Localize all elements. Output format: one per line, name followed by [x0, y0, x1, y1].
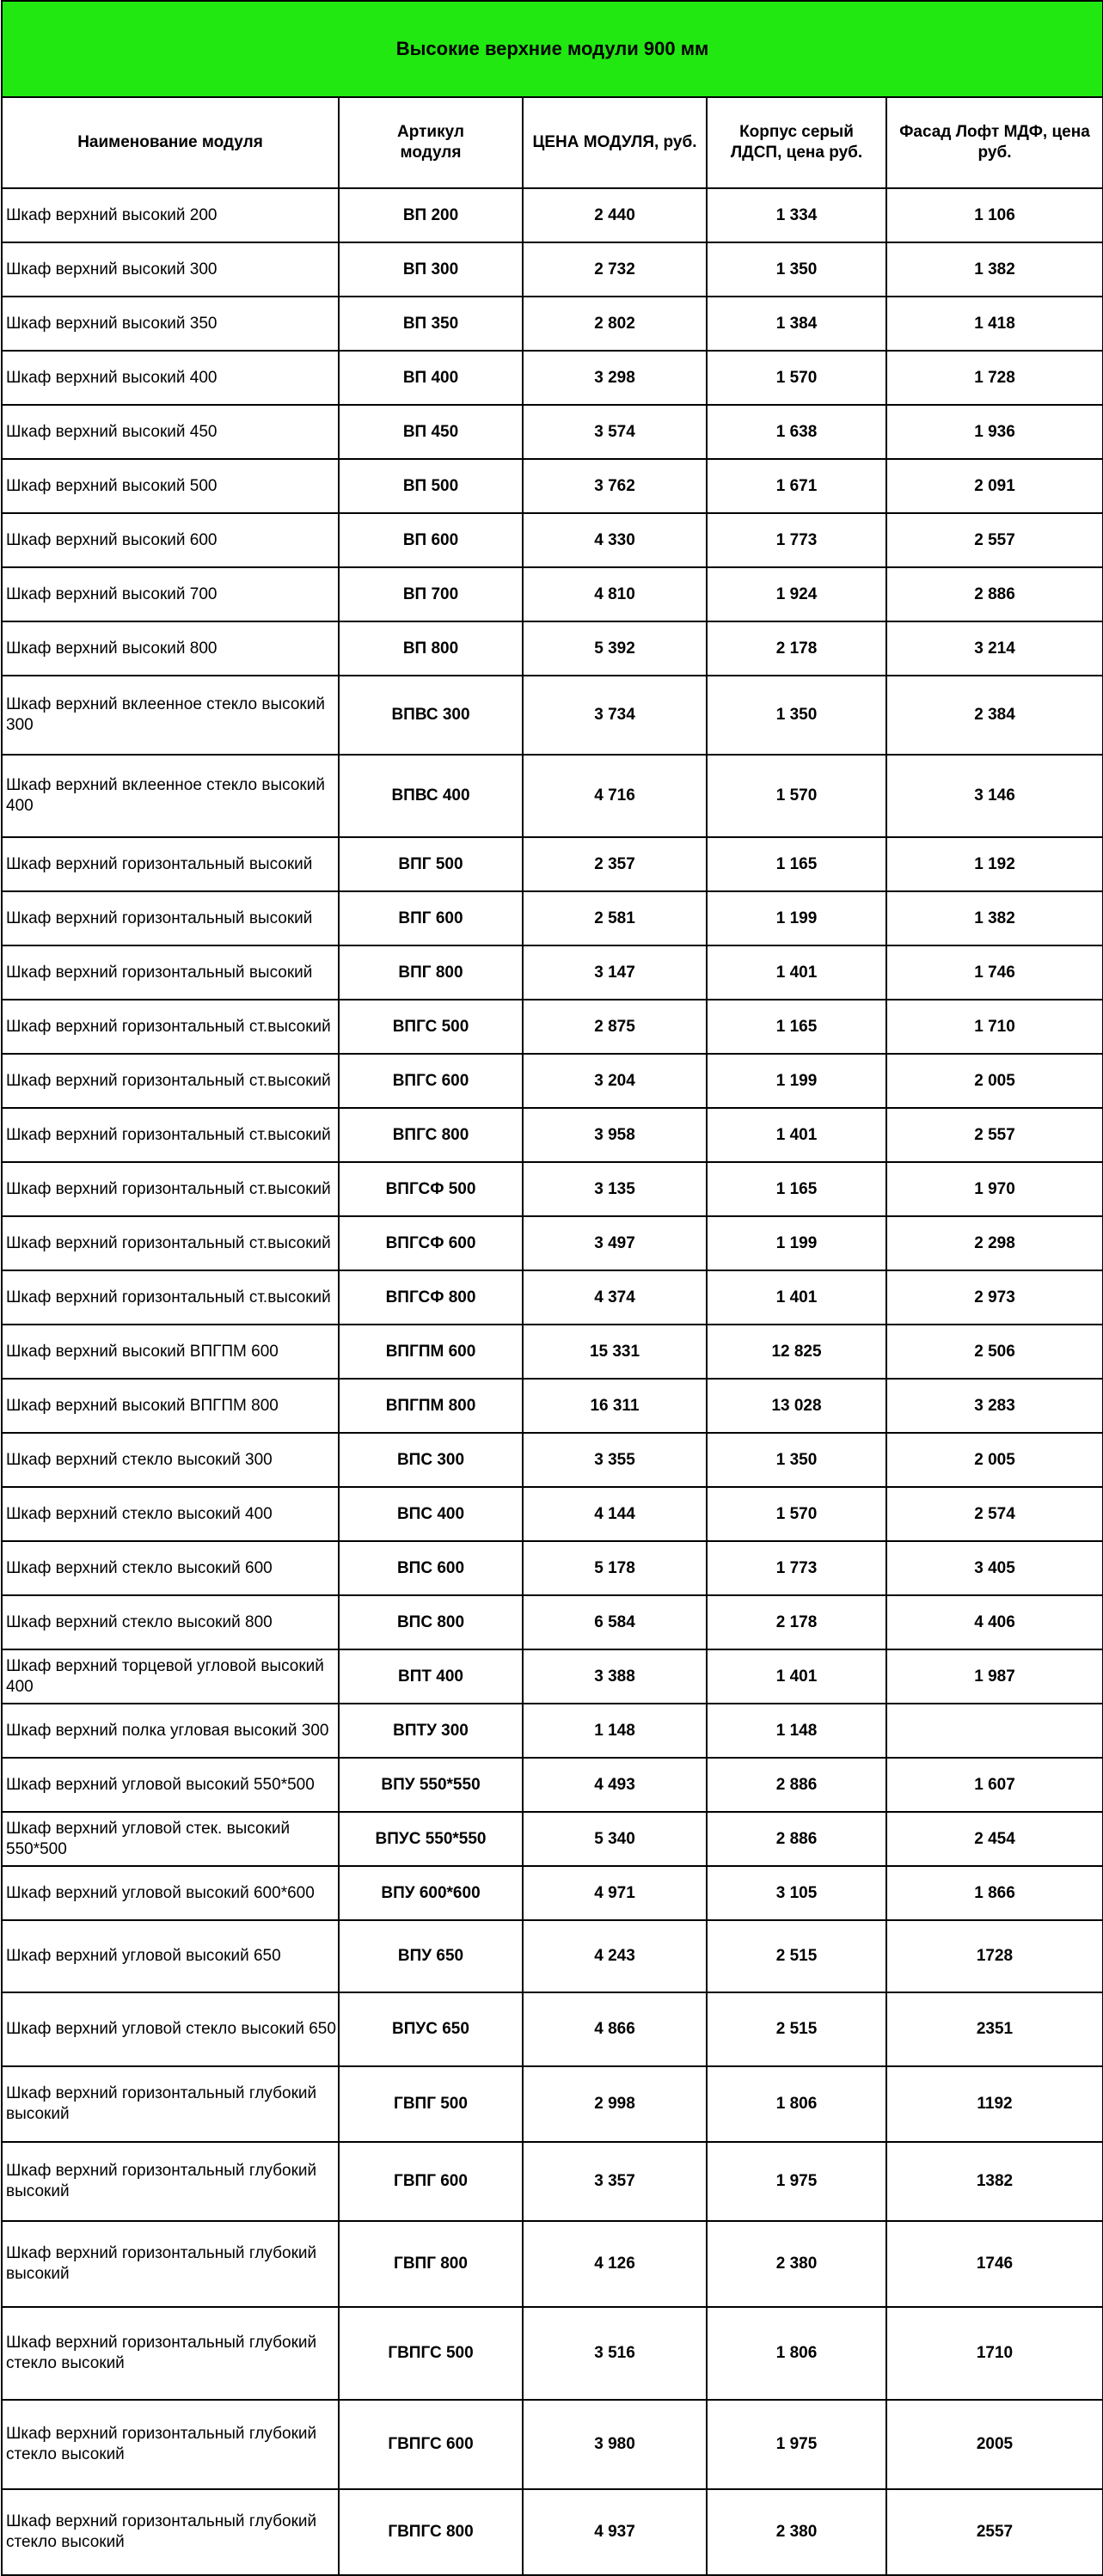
table-row — [2, 297, 1103, 351]
cell-body: 1 671 — [707, 459, 886, 513]
cell-facade: 2 886 — [886, 567, 1103, 621]
cell-body: 1 773 — [707, 1541, 886, 1595]
cell-name: Шкаф верхний высокий 700 — [2, 567, 339, 621]
cell-article: ВПГ 500 — [339, 837, 523, 891]
cell-article: ВПГ 800 — [339, 945, 523, 1000]
cell-facade: 1 418 — [886, 297, 1103, 351]
cell-facade: 1 710 — [886, 1000, 1103, 1054]
cell-body: 1 975 — [707, 2142, 886, 2221]
cell-name: Шкаф верхний высокий 800 — [2, 621, 339, 676]
cell-article: ВПС 800 — [339, 1595, 523, 1649]
cell-price: 2 998 — [523, 2066, 707, 2142]
cell-facade: 1 382 — [886, 242, 1103, 297]
cell-article: ВПВС 300 — [339, 676, 523, 755]
table-row — [2, 188, 1103, 242]
cell-price: 5 178 — [523, 1541, 707, 1595]
cell-name: Шкаф верхний угловой высокий 550*500 — [2, 1758, 339, 1812]
cell-name: Шкаф верхний угловой высокий 600*600 — [2, 1866, 339, 1920]
table-row — [2, 1812, 1103, 1866]
cell-facade: 1746 — [886, 2221, 1103, 2307]
cell-name: Шкаф верхний высокий 350 — [2, 297, 339, 351]
cell-body: 3 105 — [707, 1866, 886, 1920]
cell-name: Шкаф верхний высокий 600 — [2, 513, 339, 567]
table-header-row — [2, 97, 1103, 188]
cell-name: Шкаф верхний горизонтальный глубокий высокий — [2, 2066, 339, 2142]
cell-price: 1 148 — [523, 1704, 707, 1758]
cell-name: Шкаф верхний торцевой угловой высокий 400 — [2, 1649, 339, 1704]
cell-article: ГВПГС 600 — [339, 2400, 523, 2489]
table-row — [2, 755, 1103, 837]
cell-name: Шкаф верхний высокий ВПГПМ 600 — [2, 1325, 339, 1379]
table-row — [2, 1866, 1103, 1920]
table-row — [2, 351, 1103, 405]
cell-price: 4 810 — [523, 567, 707, 621]
cell-price: 6 584 — [523, 1595, 707, 1649]
cell-price: 4 374 — [523, 1270, 707, 1325]
cell-name: Шкаф верхний горизонтальный высокий — [2, 945, 339, 1000]
cell-name: Шкаф верхний вклеенное стекло высокий 400 — [2, 755, 339, 837]
cell-price: 3 355 — [523, 1433, 707, 1487]
cell-price: 16 311 — [523, 1379, 707, 1433]
cell-name: Шкаф верхний горизонтальный высокий — [2, 837, 339, 891]
cell-article: ВПГСФ 500 — [339, 1162, 523, 1216]
cell-facade: 1 192 — [886, 837, 1103, 891]
cell-body: 1 165 — [707, 837, 886, 891]
cell-article: ВПС 300 — [339, 1433, 523, 1487]
header-price: ЦЕНА МОДУЛЯ, руб. — [523, 97, 707, 188]
cell-facade: 1 936 — [886, 405, 1103, 459]
cell-facade: 3 146 — [886, 755, 1103, 837]
cell-price: 2 440 — [523, 188, 707, 242]
cell-facade: 1728 — [886, 1920, 1103, 1992]
cell-name: Шкаф верхний горизонтальный ст.высокий — [2, 1108, 339, 1162]
cell-facade: 2005 — [886, 2400, 1103, 2489]
cell-article: ВП 200 — [339, 188, 523, 242]
cell-body: 1 773 — [707, 513, 886, 567]
cell-facade: 4 406 — [886, 1595, 1103, 1649]
cell-article: ВПГС 500 — [339, 1000, 523, 1054]
cell-body: 13 028 — [707, 1379, 886, 1433]
cell-article: ВП 450 — [339, 405, 523, 459]
cell-price: 2 357 — [523, 837, 707, 891]
cell-price: 3 135 — [523, 1162, 707, 1216]
cell-name: Шкаф верхний стекло высокий 300 — [2, 1433, 339, 1487]
cell-article: ВПТУ 300 — [339, 1704, 523, 1758]
cell-price: 3 734 — [523, 676, 707, 755]
cell-body: 1 334 — [707, 188, 886, 242]
header-article: Артикул модуля — [339, 97, 523, 188]
cell-facade: 2 005 — [886, 1433, 1103, 1487]
cell-price: 4 493 — [523, 1758, 707, 1812]
cell-body: 1 199 — [707, 1054, 886, 1108]
cell-price: 3 298 — [523, 351, 707, 405]
table-row — [2, 1433, 1103, 1487]
cell-article: ВП 350 — [339, 297, 523, 351]
cell-article: ВП 400 — [339, 351, 523, 405]
cell-body: 1 570 — [707, 755, 886, 837]
table-row — [2, 1270, 1103, 1325]
table-row — [2, 891, 1103, 945]
table-row — [2, 405, 1103, 459]
cell-price: 3 958 — [523, 1108, 707, 1162]
table-row — [2, 2142, 1103, 2221]
cell-article: ГВПГ 600 — [339, 2142, 523, 2221]
table-row — [2, 945, 1103, 1000]
cell-name: Шкаф верхний горизонтальный ст.высокий — [2, 1000, 339, 1054]
cell-article: ГВПГС 800 — [339, 2489, 523, 2575]
cell-article: ВПГС 800 — [339, 1108, 523, 1162]
table-row — [2, 2489, 1103, 2575]
cell-article: ВПУ 650 — [339, 1920, 523, 1992]
cell-article: ВПТ 400 — [339, 1649, 523, 1704]
page-title: Высокие верхние модули 900 мм — [2, 1, 1103, 97]
cell-price: 2 732 — [523, 242, 707, 297]
cell-body: 1 638 — [707, 405, 886, 459]
cell-article: ВПС 600 — [339, 1541, 523, 1595]
cell-name: Шкаф верхний угловой высокий 650 — [2, 1920, 339, 1992]
cell-facade: 2351 — [886, 1992, 1103, 2066]
table-row — [2, 1379, 1103, 1433]
cell-facade: 3 214 — [886, 621, 1103, 676]
table-row — [2, 1108, 1103, 1162]
cell-body: 1 384 — [707, 297, 886, 351]
cell-price: 4 971 — [523, 1866, 707, 1920]
cell-body: 1 199 — [707, 1216, 886, 1270]
cell-body: 1 401 — [707, 945, 886, 1000]
cell-price: 3 204 — [523, 1054, 707, 1108]
table-row — [2, 837, 1103, 891]
cell-facade: 1 970 — [886, 1162, 1103, 1216]
table-row — [2, 2307, 1103, 2400]
cell-body: 1 806 — [707, 2307, 886, 2400]
cell-name: Шкаф верхний высокий 450 — [2, 405, 339, 459]
cell-name: Шкаф верхний горизонтальный высокий — [2, 891, 339, 945]
cell-price: 4 866 — [523, 1992, 707, 2066]
cell-article: ВПГСФ 800 — [339, 1270, 523, 1325]
cell-name: Шкаф верхний угловой стек. высокий 550*500 — [2, 1812, 339, 1866]
cell-price: 2 581 — [523, 891, 707, 945]
cell-article: ВП 800 — [339, 621, 523, 676]
cell-price: 5 392 — [523, 621, 707, 676]
cell-facade: 2 973 — [886, 1270, 1103, 1325]
table-row — [2, 676, 1103, 755]
table-row — [2, 2221, 1103, 2307]
cell-price: 3 980 — [523, 2400, 707, 2489]
table-row — [2, 1704, 1103, 1758]
cell-body: 1 350 — [707, 676, 886, 755]
cell-body: 12 825 — [707, 1325, 886, 1379]
cell-body: 1 165 — [707, 1162, 886, 1216]
table-row — [2, 242, 1103, 297]
cell-article: ГВПГС 500 — [339, 2307, 523, 2400]
cell-name: Шкаф верхний стекло высокий 600 — [2, 1541, 339, 1595]
cell-body: 1 350 — [707, 242, 886, 297]
cell-facade: 3 405 — [886, 1541, 1103, 1595]
cell-facade: 2 557 — [886, 1108, 1103, 1162]
price-table — [1, 0, 1103, 2576]
cell-facade: 2557 — [886, 2489, 1103, 2575]
table-row — [2, 621, 1103, 676]
cell-body: 1 350 — [707, 1433, 886, 1487]
table-row — [2, 1216, 1103, 1270]
cell-price: 4 144 — [523, 1487, 707, 1541]
table-row — [2, 1487, 1103, 1541]
cell-body: 1 570 — [707, 351, 886, 405]
cell-name: Шкаф верхний высокий 400 — [2, 351, 339, 405]
table-row — [2, 459, 1103, 513]
cell-article: ВПВС 400 — [339, 755, 523, 837]
cell-name: Шкаф верхний горизонтальный ст.высокий — [2, 1216, 339, 1270]
cell-article: ВПУ 600*600 — [339, 1866, 523, 1920]
cell-facade: 2 384 — [886, 676, 1103, 755]
cell-price: 4 937 — [523, 2489, 707, 2575]
cell-article: ГВПГ 500 — [339, 2066, 523, 2142]
cell-body: 2 886 — [707, 1758, 886, 1812]
cell-article: ВПГПМ 600 — [339, 1325, 523, 1379]
cell-price: 4 716 — [523, 755, 707, 837]
cell-body: 2 178 — [707, 1595, 886, 1649]
cell-name: Шкаф верхний горизонтальный глубокий стекло высокий — [2, 2489, 339, 2575]
cell-facade: 1 728 — [886, 351, 1103, 405]
table-row — [2, 513, 1103, 567]
cell-price: 3 762 — [523, 459, 707, 513]
cell-facade: 2 454 — [886, 1812, 1103, 1866]
cell-article: ВПГПМ 800 — [339, 1379, 523, 1433]
cell-body: 1 401 — [707, 1108, 886, 1162]
table-row — [2, 1054, 1103, 1108]
cell-article: ГВПГ 800 — [339, 2221, 523, 2307]
cell-name: Шкаф верхний угловой стекло высокий 650 — [2, 1992, 339, 2066]
cell-name: Шкаф верхний вклеенное стекло высокий 300 — [2, 676, 339, 755]
cell-facade: 1382 — [886, 2142, 1103, 2221]
cell-facade: 2 298 — [886, 1216, 1103, 1270]
cell-facade: 2 005 — [886, 1054, 1103, 1108]
cell-facade: 2 091 — [886, 459, 1103, 513]
cell-price: 3 497 — [523, 1216, 707, 1270]
cell-name: Шкаф верхний высокий 200 — [2, 188, 339, 242]
cell-body: 1 148 — [707, 1704, 886, 1758]
cell-facade: 1192 — [886, 2066, 1103, 2142]
cell-price: 15 331 — [523, 1325, 707, 1379]
cell-article: ВП 300 — [339, 242, 523, 297]
cell-body: 2 380 — [707, 2221, 886, 2307]
table-row — [2, 1992, 1103, 2066]
table-row — [2, 1325, 1103, 1379]
table-row — [2, 1541, 1103, 1595]
cell-price: 3 516 — [523, 2307, 707, 2400]
header-body: Корпус серый ЛДСП, цена руб. — [707, 97, 886, 188]
cell-body: 1 199 — [707, 891, 886, 945]
cell-body: 2 515 — [707, 1992, 886, 2066]
cell-article: ВП 600 — [339, 513, 523, 567]
table-row — [2, 1758, 1103, 1812]
cell-facade: 2 506 — [886, 1325, 1103, 1379]
cell-name: Шкаф верхний горизонтальный глубокий высокий — [2, 2142, 339, 2221]
cell-body: 1 924 — [707, 567, 886, 621]
cell-article: ВПУ 550*550 — [339, 1758, 523, 1812]
cell-body: 2 515 — [707, 1920, 886, 1992]
table-body — [2, 188, 1103, 2575]
cell-facade: 2 574 — [886, 1487, 1103, 1541]
cell-name: Шкаф верхний стекло высокий 400 — [2, 1487, 339, 1541]
cell-name: Шкаф верхний стекло высокий 800 — [2, 1595, 339, 1649]
cell-facade: 1 382 — [886, 891, 1103, 945]
cell-price: 3 574 — [523, 405, 707, 459]
cell-price: 5 340 — [523, 1812, 707, 1866]
cell-facade: 1 746 — [886, 945, 1103, 1000]
cell-body: 1 165 — [707, 1000, 886, 1054]
table-row — [2, 1162, 1103, 1216]
cell-facade — [886, 1704, 1103, 1758]
cell-name: Шкаф верхний горизонтальный ст.высокий — [2, 1270, 339, 1325]
cell-article: ВПУС 650 — [339, 1992, 523, 2066]
cell-body: 1 806 — [707, 2066, 886, 2142]
cell-facade: 1 866 — [886, 1866, 1103, 1920]
cell-article: ВП 700 — [339, 567, 523, 621]
table-row — [2, 1000, 1103, 1054]
cell-price: 4 126 — [523, 2221, 707, 2307]
cell-facade: 1 607 — [886, 1758, 1103, 1812]
cell-article: ВПГСФ 600 — [339, 1216, 523, 1270]
cell-price: 3 388 — [523, 1649, 707, 1704]
table-row — [2, 2066, 1103, 2142]
cell-body: 1 401 — [707, 1649, 886, 1704]
cell-name: Шкаф верхний горизонтальный глубокий стекло высокий — [2, 2400, 339, 2489]
cell-price: 2 875 — [523, 1000, 707, 1054]
cell-price: 4 330 — [523, 513, 707, 567]
cell-name: Шкаф верхний горизонтальный глубокий высокий — [2, 2221, 339, 2307]
cell-article: ВПГ 600 — [339, 891, 523, 945]
header-facade: Фасад Лофт МДФ, цена руб. — [886, 97, 1103, 188]
cell-facade: 1 106 — [886, 188, 1103, 242]
cell-name: Шкаф верхний горизонтальный ст.высокий — [2, 1162, 339, 1216]
cell-article: ВП 500 — [339, 459, 523, 513]
table-row — [2, 1595, 1103, 1649]
cell-name: Шкаф верхний высокий 500 — [2, 459, 339, 513]
cell-facade: 1 987 — [886, 1649, 1103, 1704]
cell-price: 2 802 — [523, 297, 707, 351]
cell-body: 2 380 — [707, 2489, 886, 2575]
cell-price: 3 357 — [523, 2142, 707, 2221]
cell-name: Шкаф верхний полка угловая высокий 300 — [2, 1704, 339, 1758]
header-name: Наименование модуля — [2, 97, 339, 188]
table-row — [2, 567, 1103, 621]
table-row — [2, 1649, 1103, 1704]
cell-name: Шкаф верхний высокий 300 — [2, 242, 339, 297]
cell-facade: 2 557 — [886, 513, 1103, 567]
cell-price: 4 243 — [523, 1920, 707, 1992]
cell-name: Шкаф верхний высокий ВПГПМ 800 — [2, 1379, 339, 1433]
cell-article: ВПУС 550*550 — [339, 1812, 523, 1866]
cell-body: 1 401 — [707, 1270, 886, 1325]
cell-facade: 1710 — [886, 2307, 1103, 2400]
cell-article: ВПГС 600 — [339, 1054, 523, 1108]
cell-body: 1 570 — [707, 1487, 886, 1541]
cell-price: 3 147 — [523, 945, 707, 1000]
cell-article: ВПС 400 — [339, 1487, 523, 1541]
cell-body: 1 975 — [707, 2400, 886, 2489]
table-row — [2, 2400, 1103, 2489]
cell-body: 2 178 — [707, 621, 886, 676]
table-row — [2, 1920, 1103, 1992]
cell-name: Шкаф верхний горизонтальный ст.высокий — [2, 1054, 339, 1108]
cell-facade: 3 283 — [886, 1379, 1103, 1433]
cell-body: 2 886 — [707, 1812, 886, 1866]
cell-name: Шкаф верхний горизонтальный глубокий стекло высокий — [2, 2307, 339, 2400]
